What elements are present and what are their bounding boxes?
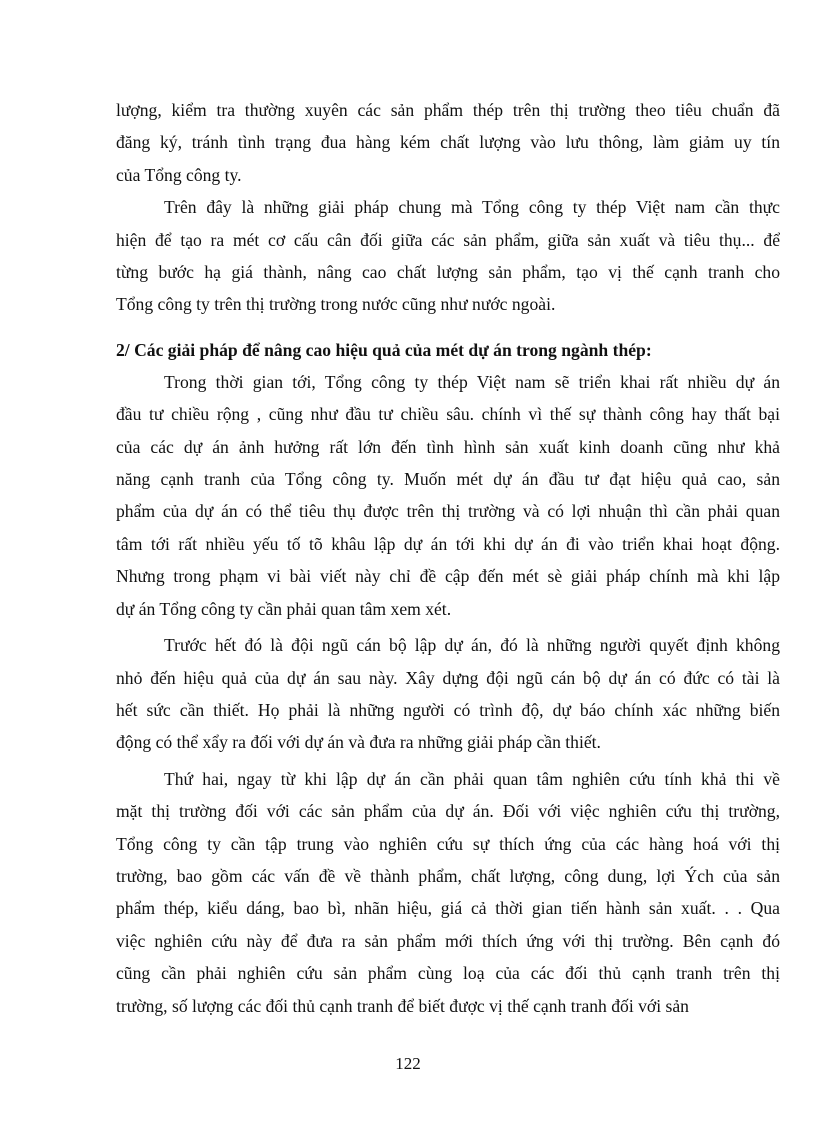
page-number: 122	[395, 1054, 421, 1073]
text-line: Tổng công ty trên thị trường trong nước cũng như nước ngoài.	[116, 294, 556, 315]
text-line: phẩm của dự án có thể tiêu thụ được trên thị trường và có lợi nhuận thì cần phải quan	[116, 501, 780, 522]
text-line: Trên đây là những giải pháp chung mà Tổng công ty thép Việt nam cần thực	[164, 197, 780, 218]
text-line: tâm tới rất nhiều yếu tố tõ khâu lập dự án tới khi dự án đi vào triển khai hoạt động.	[116, 533, 780, 554]
text-line: Nhưng trong phạm vi bài viết này chỉ đề cập đến mét sè giải pháp chính mà khi lập	[116, 566, 780, 587]
text-line: việc nghiên cứu này để đưa ra sản phẩm mới thích ứng với thị trường. Bên cạnh đó	[116, 930, 780, 951]
text-line: nhỏ đến hiệu quả của dự án sau này. Xây dựng đội ngũ cán bộ dự án có đức có tài là	[116, 667, 780, 688]
paragraph-summary	[116, 191, 780, 321]
text-line: lượng, kiểm tra thường xuyên các sản phẩm thép trên thị trường theo tiêu chuẩn đã	[116, 100, 780, 120]
text-line: của các dự án ảnh hưởng rất lớn đến tình hình sản xuất kinh doanh cũng như khả	[116, 436, 780, 457]
paragraph-market	[116, 763, 780, 1022]
paragraph-continuation	[116, 94, 780, 191]
text-line: cũng cần phải nghiên cứu sản phẩm cùng loạ của các đối thủ cạnh tranh trên thị	[116, 963, 780, 984]
text-line: Thứ hai, ngay từ khi lập dự án cần phải quan tâm nghiên cứu tính khả thi về	[164, 768, 780, 789]
text-line: đăng ký, tránh tình trạng đua hàng kém chất lượng vào lưu thông, làm giảm uy tín	[116, 132, 780, 153]
page-body	[116, 94, 780, 1022]
text-line: từng bước hạ giá thành, nâng cao chất lượng sản phẩm, tạo vị thế cạnh tranh cho	[116, 262, 780, 283]
text-line: Trong thời gian tới, Tổng công ty thép Việt nam sẽ triển khai rất nhiều dự án	[164, 371, 780, 392]
text-line: trường, số lượng các đối thủ cạnh tranh để biết được vị thế cạnh tranh đối với sản	[116, 995, 689, 1016]
text-line: Trước hết đó là đội ngũ cán bộ lập dự án, đó là những người quyết định không	[164, 635, 780, 656]
text-line: trường, bao gồm các vấn đề về thành phẩm, chất lượng, công dung, lợi Ých của sản	[116, 865, 780, 886]
text-line: mặt thị trường đối với các sản phẩm của dự án. Đối với việc nghiên cứu thị trường,	[116, 801, 780, 822]
text-line: phẩm thép, kiểu dáng, bao bì, nhãn hiệu, giá cả thời gian tiến hành sản xuất. . . Qua	[116, 898, 780, 919]
text-line: động có thể xẩy ra đối với dự án và đưa ra những giải pháp cần thiết.	[116, 732, 601, 753]
text-line: của Tổng công ty.	[116, 164, 242, 185]
text-line: đầu tư chiều rộng , cũng như đầu tư chiều sâu. chính vì thế sự thành công hay thất bại	[116, 404, 780, 425]
text-line: dự án Tổng công ty cần phải quan tâm xem xét.	[116, 598, 452, 619]
text-line: năng cạnh tranh của Tổng công ty. Muốn mét dự án đầu tư đạt hiệu quả cao, sản	[116, 469, 780, 490]
section-heading: 2/ Các giải pháp để nâng cao hiệu quả của mét dự án trong ngành thép:	[116, 339, 652, 360]
text-line: hiện để tạo ra mét cơ cấu cân đối giữa các sản phẩm, giữa sản xuất và tiêu thụ... để	[116, 229, 780, 250]
text-line: hết sức cần thiết. Họ phải là những người có trình độ, dự báo chính xác những biến	[116, 699, 780, 720]
paragraph-staff	[116, 629, 780, 759]
paragraph-intro	[116, 366, 780, 625]
text-line: Tổng công ty cần tập trung vào nghiên cứu sự thích ứng của các hàng hoá với thị	[116, 833, 780, 854]
